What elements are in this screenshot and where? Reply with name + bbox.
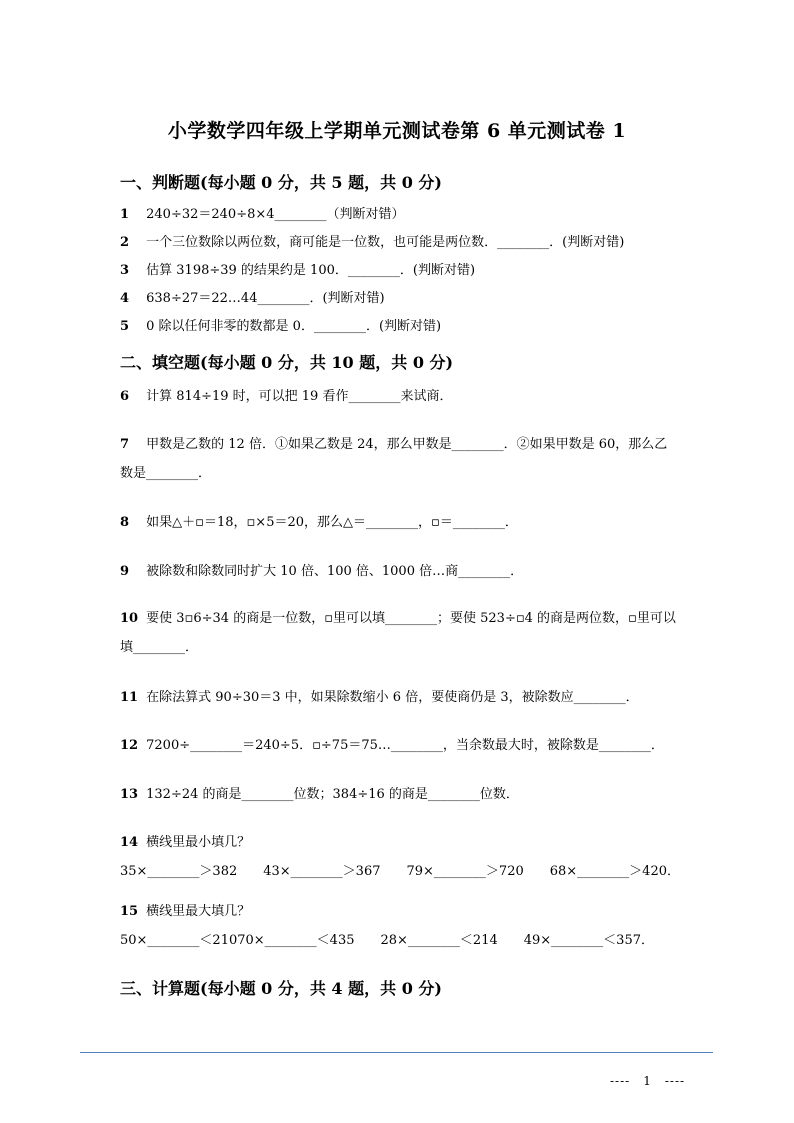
question-7 <box>120 430 680 488</box>
question-14 <box>120 828 680 886</box>
question-subline: 35×________＞382 43×________＞367 79×________＞720 68×________＞420． <box>120 864 680 879</box>
question-text: 在除法算式 90÷30＝3 中，如果除数缩小 6 倍，要使商仍是 3，被除数应________． <box>146 690 639 705</box>
question-text: 横线里最大填几？ <box>146 904 251 919</box>
question-number: 10 <box>120 611 139 626</box>
question-number: 4 <box>120 291 130 306</box>
question-number: 9 <box>120 564 130 579</box>
question-text: 要使 3▫6÷34 的商是一位数，▫里可以填________；要使 523÷▫4 的商是两位数，▫里可以填________． <box>120 611 676 655</box>
question-number: 15 <box>120 904 139 919</box>
question-3 <box>120 256 680 285</box>
question-number: 14 <box>120 835 139 850</box>
question-text: 0 除以任何非零的数都是 0．________．(判断对错) <box>146 319 442 334</box>
question-15 <box>120 897 680 955</box>
question-number: 8 <box>120 515 130 530</box>
section-heading-judgement: 一、判断题(每小题 0 分，共 5 题，共 0 分) <box>120 173 442 192</box>
question-text: 被除数和除数同时扩大 10 倍、100 倍、1000 倍…商________． <box>146 564 524 579</box>
question-text: 638÷27＝22…44________．(判断对错) <box>146 291 385 306</box>
question-11 <box>120 683 680 712</box>
section-heading-fill-blank: 二、填空题(每小题 0 分，共 10 题，共 0 分) <box>120 353 454 372</box>
page-number: ---- 1 ---- <box>610 1074 686 1088</box>
question-9 <box>120 557 680 586</box>
question-5 <box>120 312 680 341</box>
question-8 <box>120 508 680 537</box>
question-number: 7 <box>120 437 130 452</box>
question-number: 11 <box>120 690 139 705</box>
question-text: 计算 814÷19 时，可以把 19 看作________来试商． <box>146 389 453 404</box>
question-10 <box>120 604 680 662</box>
question-number: 12 <box>120 738 139 753</box>
question-6 <box>120 382 680 411</box>
question-text: 估算 3198÷39 的结果约是 100．________．(判断对错) <box>146 263 476 278</box>
question-4 <box>120 284 680 313</box>
question-text: 240÷32＝240÷8×4________（判断对错） <box>146 207 405 222</box>
question-13 <box>120 780 680 809</box>
question-2 <box>120 228 680 257</box>
footer-divider <box>80 1052 713 1053</box>
question-text: 如果△＋▫＝18，▫×5＝20，那么△＝________，▫＝________． <box>146 515 518 530</box>
question-number: 6 <box>120 389 130 404</box>
question-1 <box>120 200 680 229</box>
page-title: 小学数学四年级上学期单元测试卷第 6 单元测试卷 1 <box>167 120 627 142</box>
question-text: 横线里最小填几？ <box>146 835 251 850</box>
question-text: 甲数是乙数的 12 倍．①如果乙数是 24，那么甲数是________．②如果甲数是 60，那么乙数是________． <box>120 437 668 481</box>
question-number: 5 <box>120 319 130 334</box>
question-number: 1 <box>120 207 130 222</box>
question-number: 13 <box>120 787 139 802</box>
question-text: 一个三位数除以两位数，商可能是一位数，也可能是两位数．________．(判断对错) <box>146 235 625 250</box>
question-text: 132÷24 的商是________位数；384÷16 的商是________位数． <box>146 787 519 802</box>
question-number: 2 <box>120 235 130 250</box>
question-text: 7200÷________＝240÷5．▫÷75＝75…________，当余数最大时，被除数是________． <box>146 738 664 753</box>
question-12 <box>120 731 680 760</box>
question-subline: 50×________＜21070×________＜435 28×________＜214 49×________＜357． <box>120 933 654 948</box>
section-heading-calculation: 三、计算题(每小题 0 分，共 4 题，共 0 分) <box>120 979 442 998</box>
question-number: 3 <box>120 263 130 278</box>
